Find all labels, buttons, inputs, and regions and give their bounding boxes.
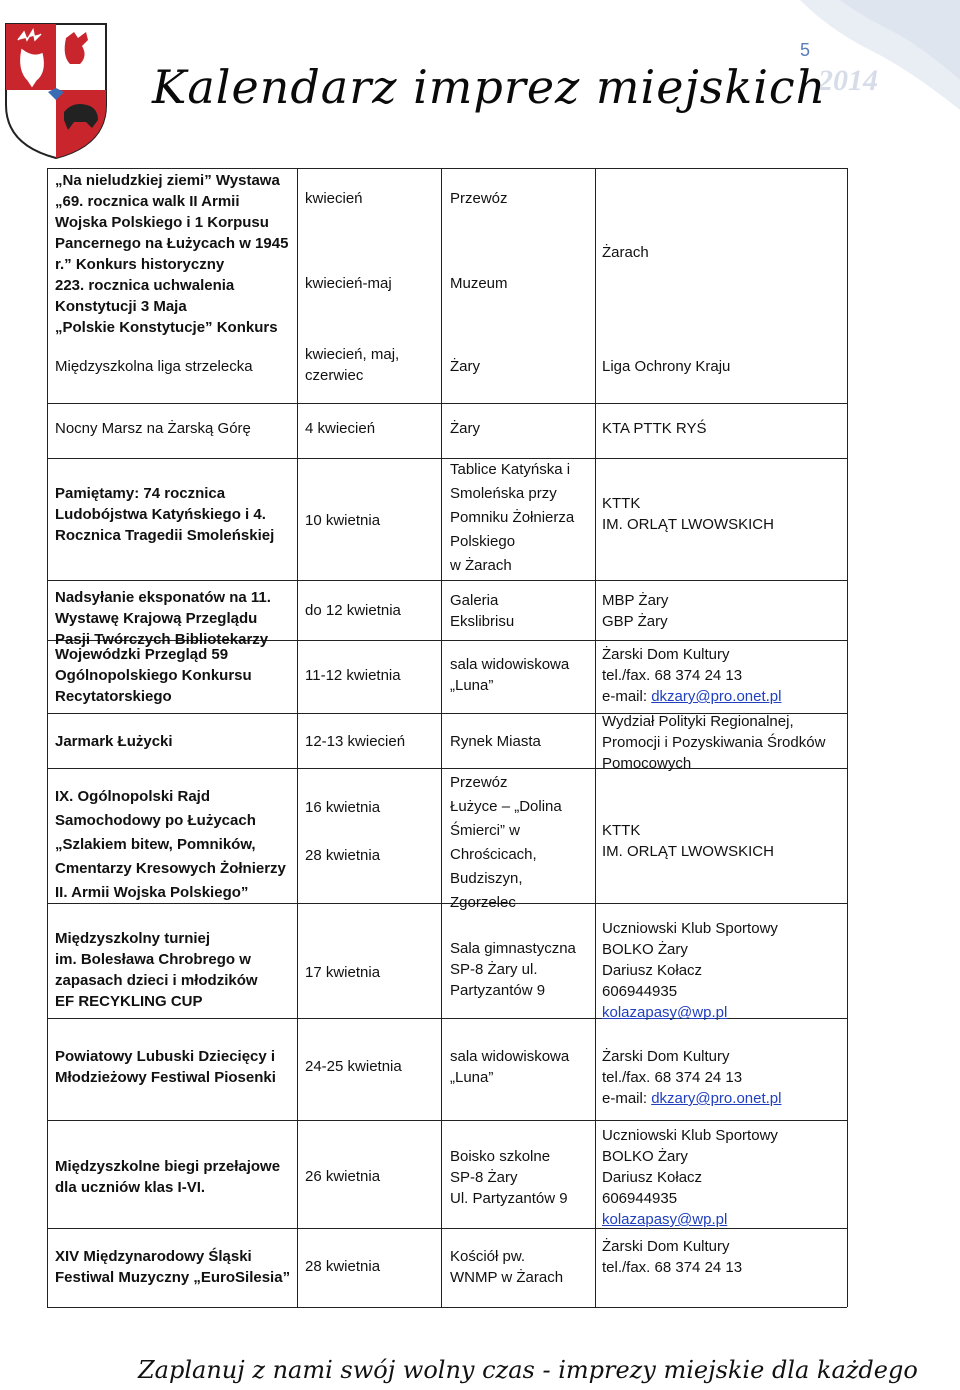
- event-place-line: Łużyce – „Dolina: [450, 798, 562, 815]
- event-date-line: 28 kwietnia: [305, 1258, 381, 1275]
- organizer-email-line: [602, 1209, 843, 1230]
- table-border: [47, 403, 847, 404]
- email-label: e-mail:: [602, 688, 652, 705]
- table-border: [595, 403, 596, 458]
- table-border: [441, 168, 442, 334]
- event-organizer-line: Dariusz Kołacz: [602, 962, 703, 979]
- event-organizer-line: Liga Ochrony Kraju: [602, 358, 731, 375]
- table-border: [297, 1228, 298, 1307]
- event-name-line: Pasji Twórczych Bibliotekarzy: [55, 631, 269, 648]
- email-link[interactable]: dkzary@pro.onet.pl: [651, 1090, 782, 1107]
- table-border: [297, 334, 298, 403]
- table-border: [297, 768, 298, 903]
- event-name-line: Międzyszkolne biegi przełajowe: [55, 1158, 281, 1175]
- event-name-line: Wojewódzki Przegląd 59: [55, 646, 229, 663]
- event-name-line: „Szlakiem bitew, Pomników,: [55, 836, 256, 853]
- event-place-line: SP-8 Żary: [450, 1169, 518, 1186]
- event-organizer-line: Wydział Polityki Regionalnej,: [602, 713, 794, 730]
- event-organizer-line: Żarski Dom Kultury: [602, 1238, 730, 1255]
- event-organizer-line: IM. ORLĄT LWOWSKICH: [602, 843, 774, 860]
- event-place-line: w Żarach: [450, 557, 512, 574]
- event-place-line: „Luna”: [450, 677, 494, 694]
- table-border: [47, 580, 48, 640]
- event-date: [305, 665, 437, 686]
- event-date-line: czerwiec: [305, 367, 364, 384]
- event-name: [55, 785, 293, 905]
- table-border: [595, 1018, 596, 1120]
- table-border: [441, 403, 442, 458]
- table-border: [847, 580, 848, 640]
- table-border: [595, 640, 596, 713]
- table-border: [441, 640, 442, 713]
- event-place: [450, 458, 591, 578]
- event-place: [450, 731, 591, 752]
- event-place-line: Zgorzelec: [450, 894, 516, 911]
- event-organizer: [602, 1125, 843, 1230]
- event-date-line: 16 kwietnia: [305, 799, 381, 816]
- page-number: 5: [800, 40, 811, 60]
- event-organizer-line: KTTK: [602, 822, 641, 839]
- page-title: Kalendarz imprez miejskich: [152, 60, 827, 114]
- event-organizer-line: KTA PTTK RYŚ: [602, 420, 707, 437]
- table-border: [47, 713, 48, 768]
- event-place-line: Partyzantów 9: [450, 982, 546, 999]
- table-border: [847, 768, 848, 903]
- email-label: e-mail:: [602, 1090, 652, 1107]
- table-border: [47, 640, 48, 713]
- event-place-line: Smoleńska przy: [450, 485, 557, 502]
- event-name: [55, 483, 293, 546]
- event-date-line: 12-13 kwiecień: [305, 733, 406, 750]
- event-organizer-line: Promocji i Pozyskiwania Środków: [602, 734, 826, 751]
- table-border: [47, 1018, 48, 1120]
- table-border: [847, 1018, 848, 1120]
- event-place-line: sala widowiskowa: [450, 656, 570, 673]
- table-border: [47, 1120, 847, 1121]
- event-date: [305, 1056, 437, 1077]
- event-place-line: Polskiego: [450, 533, 516, 550]
- table-border: [847, 1120, 848, 1228]
- event-organizer-line: tel./fax. 68 374 24 13: [602, 667, 743, 684]
- event-name-line: IX. Ogólnopolski Rajd: [55, 788, 211, 805]
- table-border: [297, 713, 298, 768]
- organizer-email-line: [602, 1002, 843, 1023]
- table-border: [47, 768, 48, 903]
- event-organizer: [602, 356, 843, 377]
- event-date-line: 17 kwietnia: [305, 964, 381, 981]
- table-border: [441, 1228, 442, 1307]
- event-name: [55, 1246, 293, 1288]
- table-border: [297, 168, 298, 334]
- table-border: [47, 168, 847, 169]
- table-border: [847, 334, 848, 403]
- event-organizer-line: GBP Żary: [602, 613, 668, 630]
- event-name-line: Konstytucji 3 Maja: [55, 298, 187, 315]
- event-place: [450, 938, 591, 1001]
- event-name-line: dla uczniów klas I-VI.: [55, 1179, 206, 1196]
- event-date-line: kwiecień, maj,: [305, 346, 400, 363]
- table-border: [595, 903, 596, 1018]
- table-border: [847, 458, 848, 580]
- event-date-line: 26 kwietnia: [305, 1168, 381, 1185]
- event-name-line: Międzyszkolna liga strzelecka: [55, 358, 253, 375]
- organizer-email-line: [602, 686, 843, 707]
- events-table: [47, 168, 847, 1307]
- event-organizer-line: 606944935: [602, 1190, 678, 1207]
- event-name-line: Powiatowy Lubuski Dziecięcy i: [55, 1048, 276, 1065]
- table-border: [847, 168, 848, 334]
- table-border: [847, 903, 848, 1018]
- table-border: [47, 403, 48, 458]
- event-name-line: r.” Konkurs historyczny: [55, 256, 225, 273]
- event-name-line: „Polskie Konstytucje” Konkurs: [55, 319, 278, 336]
- event-place-line: Żary: [450, 420, 480, 437]
- table-border: [441, 1018, 442, 1120]
- event-date-line: kwiecień-maj: [305, 275, 392, 292]
- event-place-line: Żary: [450, 358, 480, 375]
- event-organizer: [602, 711, 843, 774]
- event-place-line: Przewóz: [450, 190, 508, 207]
- table-border: [441, 768, 442, 903]
- event-place: [450, 1146, 591, 1209]
- event-organizer: [602, 493, 843, 535]
- table-border: [47, 1307, 847, 1308]
- table-border: [297, 580, 298, 640]
- event-date-line: 28 kwietnia: [305, 847, 381, 864]
- event-name: [55, 644, 293, 707]
- event-name: [55, 731, 293, 752]
- event-name-line: „Na nieludzkiej ziemi” Wystawa: [55, 172, 280, 189]
- table-border: [441, 903, 442, 1018]
- table-border: [297, 403, 298, 458]
- table-border: [47, 168, 48, 334]
- year-watermark: 2014: [818, 64, 878, 97]
- event-name-line: 223. rocznica uchwalenia: [55, 277, 235, 294]
- event-organizer: [602, 820, 843, 862]
- event-name-line: Ludobójstwa Katyńskiego i 4.: [55, 506, 266, 523]
- event-place: [450, 1046, 591, 1088]
- event-name-line: EF RECYKLING CUP: [55, 993, 203, 1010]
- event-name-line: Festiwal Muzyczny „EuroSilesia”: [55, 1269, 291, 1286]
- event-date: [305, 418, 437, 439]
- event-name-line: Nadsyłanie eksponatów na 11.: [55, 589, 271, 606]
- event-date: [305, 796, 437, 868]
- event-organizer: [602, 418, 843, 439]
- event-organizer-line: BOLKO Żary: [602, 941, 688, 958]
- event-place-line: WNMP w Żarach: [450, 1269, 564, 1286]
- event-organizer: [602, 242, 843, 263]
- event-date: [305, 600, 437, 621]
- table-border: [595, 458, 596, 580]
- event-name-line: Młodzieżowy Festiwal Piosenki: [55, 1069, 276, 1086]
- event-date-line: 10 kwietnia: [305, 512, 381, 529]
- coat-of-arms-logo: [0, 20, 112, 160]
- event-date-line: do 12 kwietnia: [305, 602, 401, 619]
- event-place-line: Pomniku Żołnierza: [450, 509, 575, 526]
- event-date: [305, 962, 437, 983]
- email-link[interactable]: kolazapasy@wp.pl: [602, 1211, 728, 1228]
- event-date: [305, 1166, 437, 1187]
- event-place-line: SP-8 Żary ul.: [450, 961, 538, 978]
- table-border: [441, 458, 442, 580]
- event-place-line: Budziszyn,: [450, 870, 523, 887]
- event-date-line: kwiecień: [305, 190, 363, 207]
- event-organizer-line: KTTK: [602, 495, 641, 512]
- event-date: [305, 344, 437, 386]
- event-name-line: Samochodowy po Łużycach: [55, 812, 256, 829]
- table-border: [47, 580, 847, 581]
- table-border: [297, 903, 298, 1018]
- event-place-line: Ekslibrisu: [450, 613, 515, 630]
- event-organizer: [602, 590, 843, 632]
- table-border: [47, 1228, 48, 1307]
- event-place-line: Tablice Katyńska i: [450, 461, 571, 478]
- event-name-line: Recytatorskiego: [55, 688, 172, 705]
- table-border: [847, 640, 848, 713]
- event-name: [55, 1046, 293, 1088]
- table-border: [441, 334, 442, 403]
- event-name-line: Wystawę Krajową Przeglądu: [55, 610, 258, 627]
- event-place-line: sala widowiskowa: [450, 1048, 570, 1065]
- event-name: [55, 1156, 293, 1198]
- event-date: [305, 731, 437, 752]
- event-organizer: [602, 644, 843, 707]
- event-name-line: Jarmark Łużycki: [55, 733, 173, 750]
- event-name: [55, 356, 293, 377]
- event-date-line: 11-12 kwietnia: [305, 667, 401, 684]
- event-name: [55, 418, 293, 439]
- table-border: [847, 1228, 848, 1307]
- table-border: [595, 768, 596, 903]
- event-date: [305, 188, 437, 294]
- event-name-line: XIV Międzynarodowy Śląski: [55, 1248, 252, 1265]
- event-organizer-line: Żarach: [602, 244, 649, 261]
- organizer-email-line: [602, 1088, 843, 1109]
- event-organizer-line: Żarski Dom Kultury: [602, 646, 730, 663]
- event-place: [450, 771, 591, 915]
- event-name-line: Pamiętamy: 74 rocznica: [55, 485, 226, 502]
- event-organizer: [602, 1236, 843, 1278]
- table-border: [441, 1120, 442, 1228]
- event-place-line: Kościół pw.: [450, 1248, 526, 1265]
- event-name-line: Cmentarzy Kresowych Żołnierzy: [55, 860, 286, 877]
- event-place-line: Muzeum: [450, 275, 508, 292]
- email-link[interactable]: kolazapasy@wp.pl: [602, 1004, 728, 1021]
- table-border: [47, 334, 48, 403]
- footer-slogan: Zaplanuj z nami swój wolny czas - imprezy miejskie dla każdego: [138, 1356, 918, 1384]
- event-place: [450, 1246, 591, 1288]
- table-border: [595, 1120, 596, 1228]
- event-name-line: Rocznica Tragedii Smoleńskiej: [55, 527, 275, 544]
- event-organizer-line: BOLKO Żary: [602, 1148, 688, 1165]
- event-organizer: [602, 1046, 843, 1109]
- event-name-line: „69. rocznica walk II Armii: [55, 193, 240, 210]
- event-name: [55, 928, 293, 1012]
- event-place: [450, 590, 591, 632]
- event-organizer-line: Dariusz Kołacz: [602, 1169, 703, 1186]
- table-border: [595, 334, 596, 403]
- event-organizer-line: 606944935: [602, 983, 678, 1000]
- event-name: [55, 170, 293, 338]
- event-organizer-line: Uczniowski Klub Sportowy: [602, 920, 778, 937]
- event-organizer: [602, 918, 843, 1023]
- table-border: [595, 713, 596, 768]
- table-border: [297, 1018, 298, 1120]
- table-border: [441, 580, 442, 640]
- table-border: [297, 640, 298, 713]
- event-name-line: II. Armii Wojska Polskiego”: [55, 884, 249, 901]
- table-border: [595, 1228, 596, 1307]
- event-name-line: im. Bolesława Chrobrego w: [55, 951, 251, 968]
- table-border: [47, 458, 847, 459]
- event-name-line: Wojska Polskiego i 1 Korpusu: [55, 214, 269, 231]
- event-name-line: zapasach dzieci i młodzików: [55, 972, 258, 989]
- event-place: [450, 188, 591, 294]
- event-organizer-line: tel./fax. 68 374 24 13: [602, 1259, 743, 1276]
- event-date-line: 24-25 kwietnia: [305, 1058, 402, 1075]
- event-name-line: Pancernego na Łużycach w 1945: [55, 235, 289, 252]
- table-border: [47, 903, 48, 1018]
- table-border: [297, 458, 298, 580]
- event-date: [305, 510, 437, 531]
- table-border: [847, 403, 848, 458]
- event-organizer-line: MBP Żary: [602, 592, 669, 609]
- event-place: [450, 654, 591, 696]
- event-name-line: Ogólnopolskiego Konkursu: [55, 667, 252, 684]
- event-place-line: Chrościcach,: [450, 846, 537, 863]
- event-place-line: Śmierci” w: [450, 822, 520, 839]
- table-border: [441, 713, 442, 768]
- event-place-line: Przewóz: [450, 774, 508, 791]
- event-name-line: Międzyszkolny turniej: [55, 930, 211, 947]
- event-place-line: „Luna”: [450, 1069, 494, 1086]
- event-place-line: Rynek Miasta: [450, 733, 541, 750]
- event-name-line: Nocny Marsz na Żarską Górę: [55, 420, 251, 437]
- email-link[interactable]: dkzary@pro.onet.pl: [651, 688, 782, 705]
- event-place-line: Boisko szkolne: [450, 1148, 551, 1165]
- event-place: [450, 418, 591, 439]
- table-border: [595, 168, 596, 334]
- event-organizer-line: Uczniowski Klub Sportowy: [602, 1127, 778, 1144]
- event-organizer-line: Żarski Dom Kultury: [602, 1048, 730, 1065]
- table-border: [595, 580, 596, 640]
- event-organizer-line: IM. ORLĄT LWOWSKICH: [602, 516, 774, 533]
- event-name: [55, 587, 293, 650]
- table-border: [297, 1120, 298, 1228]
- event-date-line: 4 kwiecień: [305, 420, 376, 437]
- event-organizer-line: tel./fax. 68 374 24 13: [602, 1069, 743, 1086]
- table-border: [847, 713, 848, 768]
- event-place-line: Galeria: [450, 592, 499, 609]
- event-place: [450, 356, 591, 377]
- event-place-line: Ul. Partyzantów 9: [450, 1190, 568, 1207]
- table-border: [47, 458, 48, 580]
- event-place-line: Sala gimnastyczna: [450, 940, 576, 957]
- event-date: [305, 1256, 437, 1277]
- event-organizer-line: Pomocowych: [602, 755, 692, 772]
- table-border: [47, 1120, 48, 1228]
